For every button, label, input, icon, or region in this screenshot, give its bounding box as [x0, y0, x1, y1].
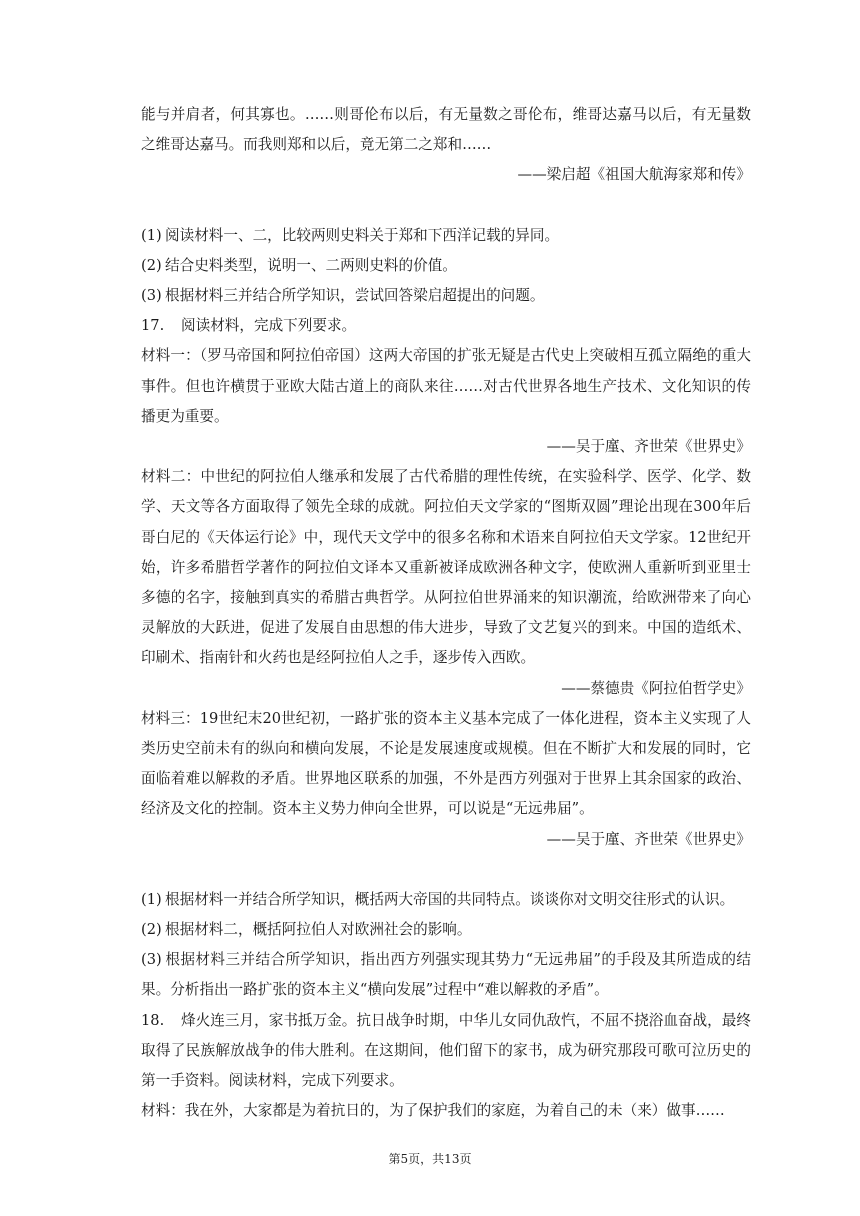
- q17-prompt: 阅读材料，完成下列要求。: [181, 317, 357, 335]
- q17-question-2-text: 根据材料二，概括阿拉伯人对欧洲社会的影响。: [165, 921, 472, 939]
- section-gap: [141, 855, 751, 885]
- q17-question-3-text: 根据材料三并结合所学知识，指出西方列强实现其势力“无远弗届”的手段及其所造成的结果。分析指出一路扩张的资本主义“横向发展”过程中“难以解救的矛盾”。: [141, 951, 751, 999]
- q17-material1-source: ——吴于廑、齐世荣《世界史》: [546, 438, 751, 456]
- q17-question-2-number: (2): [141, 921, 162, 939]
- q17-material2-source: ——蔡德贵《阿拉伯哲学史》: [561, 679, 751, 697]
- q16-question-1: [141, 221, 751, 251]
- q16-question-3-number: (3): [141, 287, 162, 305]
- q17-question-1-text: 根据材料一并结合所学知识，概括两大帝国的共同特点。谈谈你对文明交往形式的认识。: [165, 890, 735, 908]
- q16-question-3-text: 根据材料三并结合所学知识，尝试回答梁启超提出的问题。: [165, 287, 545, 305]
- q16-question-3: [141, 281, 751, 311]
- q16-question-1-text: 阅读材料一、二，比较两则史料关于郑和下西洋记载的异同。: [165, 226, 560, 244]
- q18-prompt: 烽火连三月，家书抵万金。抗日战争时期，中华儿女同仇敌忾，不屈不挠浴血奋战，最终取得了民族解放战争的伟大胜利。在这期间，他们留下的家书，成为研究那段可歌可泣历史的第一手资料。阅读材料，完成下列要求。: [141, 1011, 751, 1090]
- q17-number: 17.: [141, 317, 165, 335]
- q17-question-1-number: (1): [141, 890, 162, 908]
- q16-material3-continuation: 能与并肩者，何其寡也。……则哥伦布以后，有无量数之哥伦布，维哥达嘉马以后，有无量数之维哥达嘉马。而我则郑和以后，竟无第二之郑和……: [141, 106, 751, 154]
- q17-material3: 材料三：19世纪末20世纪初，一路扩张的资本主义基本完成了一体化进程，资本主义实现了人类历史空前未有的纵向和横向发展，不论是发展速度或规模。但在不断扩大和发展的同时，它面临着难以解救的矛盾。世界地区联系的加强，不外是西方列强对于世界上其余国家的政治、经济及文化的控制。资本主义势力伸向全世界，可以说是“无远弗届”。: [141, 709, 751, 818]
- q16-question-2: [141, 251, 751, 281]
- q18-heading: [141, 1006, 751, 1097]
- q17-question-1: [141, 885, 751, 915]
- q18-number: 18.: [141, 1011, 165, 1029]
- q16-question-2-text: 结合史料类型，说明一、二两则史料的价值。: [165, 256, 457, 274]
- q17-material1: 材料一：（罗马帝国和阿拉伯帝国）这两大帝国的扩张无疑是古代史上突破相互孤立隔绝的重大事件。但也许横贯于亚欧大陆古道上的商队来往……对古代世界各地生产技术、文化知识的传播更为重要。: [141, 347, 751, 425]
- q17-material3-source: ——吴于廑、齐世荣《世界史》: [546, 830, 751, 848]
- section-gap: [141, 191, 751, 221]
- q17-material2: 材料二：中世纪的阿拉伯人继承和发展了古代希腊的理性传统，在实验科学、医学、化学、数学、天文等各方面取得了领先全球的成就。阿拉伯天文学家的“图斯双圆”理论出现在300年后哥白尼的《天体运行论》中，现代天文学中的很多名称和术语来自阿拉伯天文学家。12世纪开始，许多希腊哲学著作的阿拉伯文译本又重新被译成欧洲各种文字，使欧洲人重新听到亚里士多德的名字，接触到真实的希腊古典哲学。从阿拉伯世界涌来的知识潮流，给欧洲带来了向心灵解放的大跃进，促进了发展自由思想的伟大进步，导致了文艺复兴的到来。中国的造纸术、印刷术、指南针和火药也是经阿拉伯人之手，逐步传入西欧。: [141, 468, 751, 667]
- q17-heading: [141, 311, 751, 341]
- q17-question-3-number: (3): [141, 951, 162, 969]
- page-content: [141, 100, 751, 1127]
- q16-question-2-number: (2): [141, 256, 162, 274]
- q16-question-1-number: (1): [141, 226, 162, 244]
- q17-question-2: [141, 915, 751, 945]
- page-number-footer: 第5页，共13页: [388, 1152, 472, 1166]
- q18-material: 材料：我在外，大家都是为着抗日的，为了保护我们的家庭，为着自己的未（来）做事……: [141, 1102, 725, 1120]
- q16-material3-source: ——梁启超《祖国大航海家郑和传》: [517, 166, 751, 184]
- q17-question-3: [141, 945, 751, 1005]
